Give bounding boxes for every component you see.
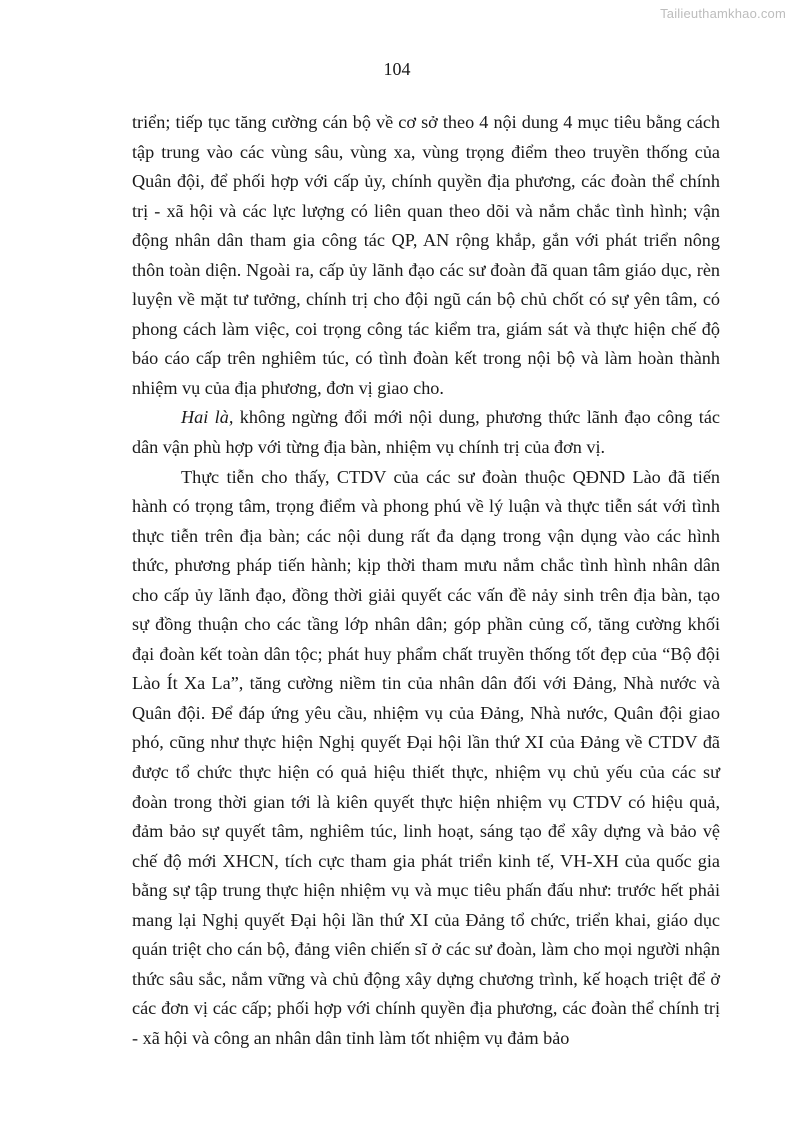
watermark: Tailieuthamkhao.com [660,6,786,21]
paragraph-text: không ngừng đổi mới nội dung, phương thức lãnh đạo công tác dân vận phù hợp với từng địa bàn, nhiệm vụ chính trị của đơn vị. [132,407,720,458]
paragraph-hai-la [132,403,720,462]
page-number: 104 [383,59,411,79]
paragraph-text: Thực tiễn cho thấy, CTDV của các sư đoàn thuộc QĐND Lào đã tiến hành có trọng tâm, trọng điểm và phong phú về lý luận và thực tiễn sát với tình thực tiễn trên địa bàn; các nội dung rất đa dạng trong vận dụng vào các hình thức, phương pháp tiến hành; kịp thời tham mưu nắm chắc tình hình nhân dân cho cấp ủy lãnh đạo, đồng thời giải quyết các vấn đề nảy sinh trên địa bàn, tạo sự đồng thuận cho các tầng lớp nhân dân; góp phần củng cố, tăng cường khối đại đoàn kết toàn dân tộc; phát huy phẩm chất truyền thống tốt đẹp của “Bộ đội Lào Ít Xa La”, tăng cường niềm tin của nhân dân đối với Đảng, Nhà nước và Quân đội. Để đáp ứng yêu cầu, nhiệm vụ của Đảng, Nhà nước, Quân đội giao phó, cũng như thực hiện Nghị quyết Đại hội lần thứ XI của Đảng về CTDV đã được tổ chức thực hiện có quả hiệu thiết thực, nhiệm vụ chủ yếu của các sư đoàn trong thời gian tới là kiên quyết thực hiện nhiệm vụ CTDV có hiệu quả, đảm bảo sự quyết tâm, nghiêm túc, linh hoạt, sáng tạo để xây dựng và bảo vệ chế độ mới XHCN, tích cực tham gia phát triển kinh tế, VH-XH của quốc gia bằng sự tập trung thực hiện nhiệm vụ và mục tiêu phấn đấu như: trước hết phải mang lại Nghị quyết Đại hội lần thứ XI của Đảng tổ chức, triển khai, giáo dục quán triệt cho cán bộ, đảng viên chiến sĩ ở các sư đoàn, làm cho mọi người nhận thức sâu sắc, nắm vững và chủ động xây dựng chương trình, kế hoạch triệt để ở các đơn vị các cấp; phối hợp với chính quyền địa phương, các đoàn thể chính trị - xã hội và công an nhân dân tỉnh làm tốt nhiệm vụ đảm bảo [132,466,720,1048]
paragraph-text: triển; tiếp tục tăng cường cán bộ về cơ sở theo 4 nội dung 4 mục tiêu bằng cách tập trung vào các vùng sâu, vùng xa, vùng trọng điểm theo truyền thống của Quân đội, để phối hợp với cấp ủy, chính quyền địa phương, các đoàn thể chính trị - xã hội và các lực lượng có liên quan theo dõi và nắm chắc tình hình; vận động nhân dân tham gia công tác QP, AN rộng khắp, gắn với phát triển nông thôn toàn diện. Ngoài ra, cấp ủy lãnh đạo các sư đoàn đã quan tâm giáo dục, rèn luyện về mặt tư tưởng, chính trị cho đội ngũ cán bộ chủ chốt có sự yên tâm, có phong cách làm việc, coi trọng công tác kiểm tra, giám sát và thực hiện chế độ báo cáo cấp trên nghiêm túc, có tình đoàn kết trong nội bộ và làm hoàn thành nhiệm vụ của địa phương, đơn vị giao cho. [132,112,720,398]
paragraph-lead-label: Hai là, [181,407,234,428]
paragraph-thuc-tien [132,463,720,1054]
paragraph-continuation [132,108,720,403]
document-body [132,108,720,1054]
